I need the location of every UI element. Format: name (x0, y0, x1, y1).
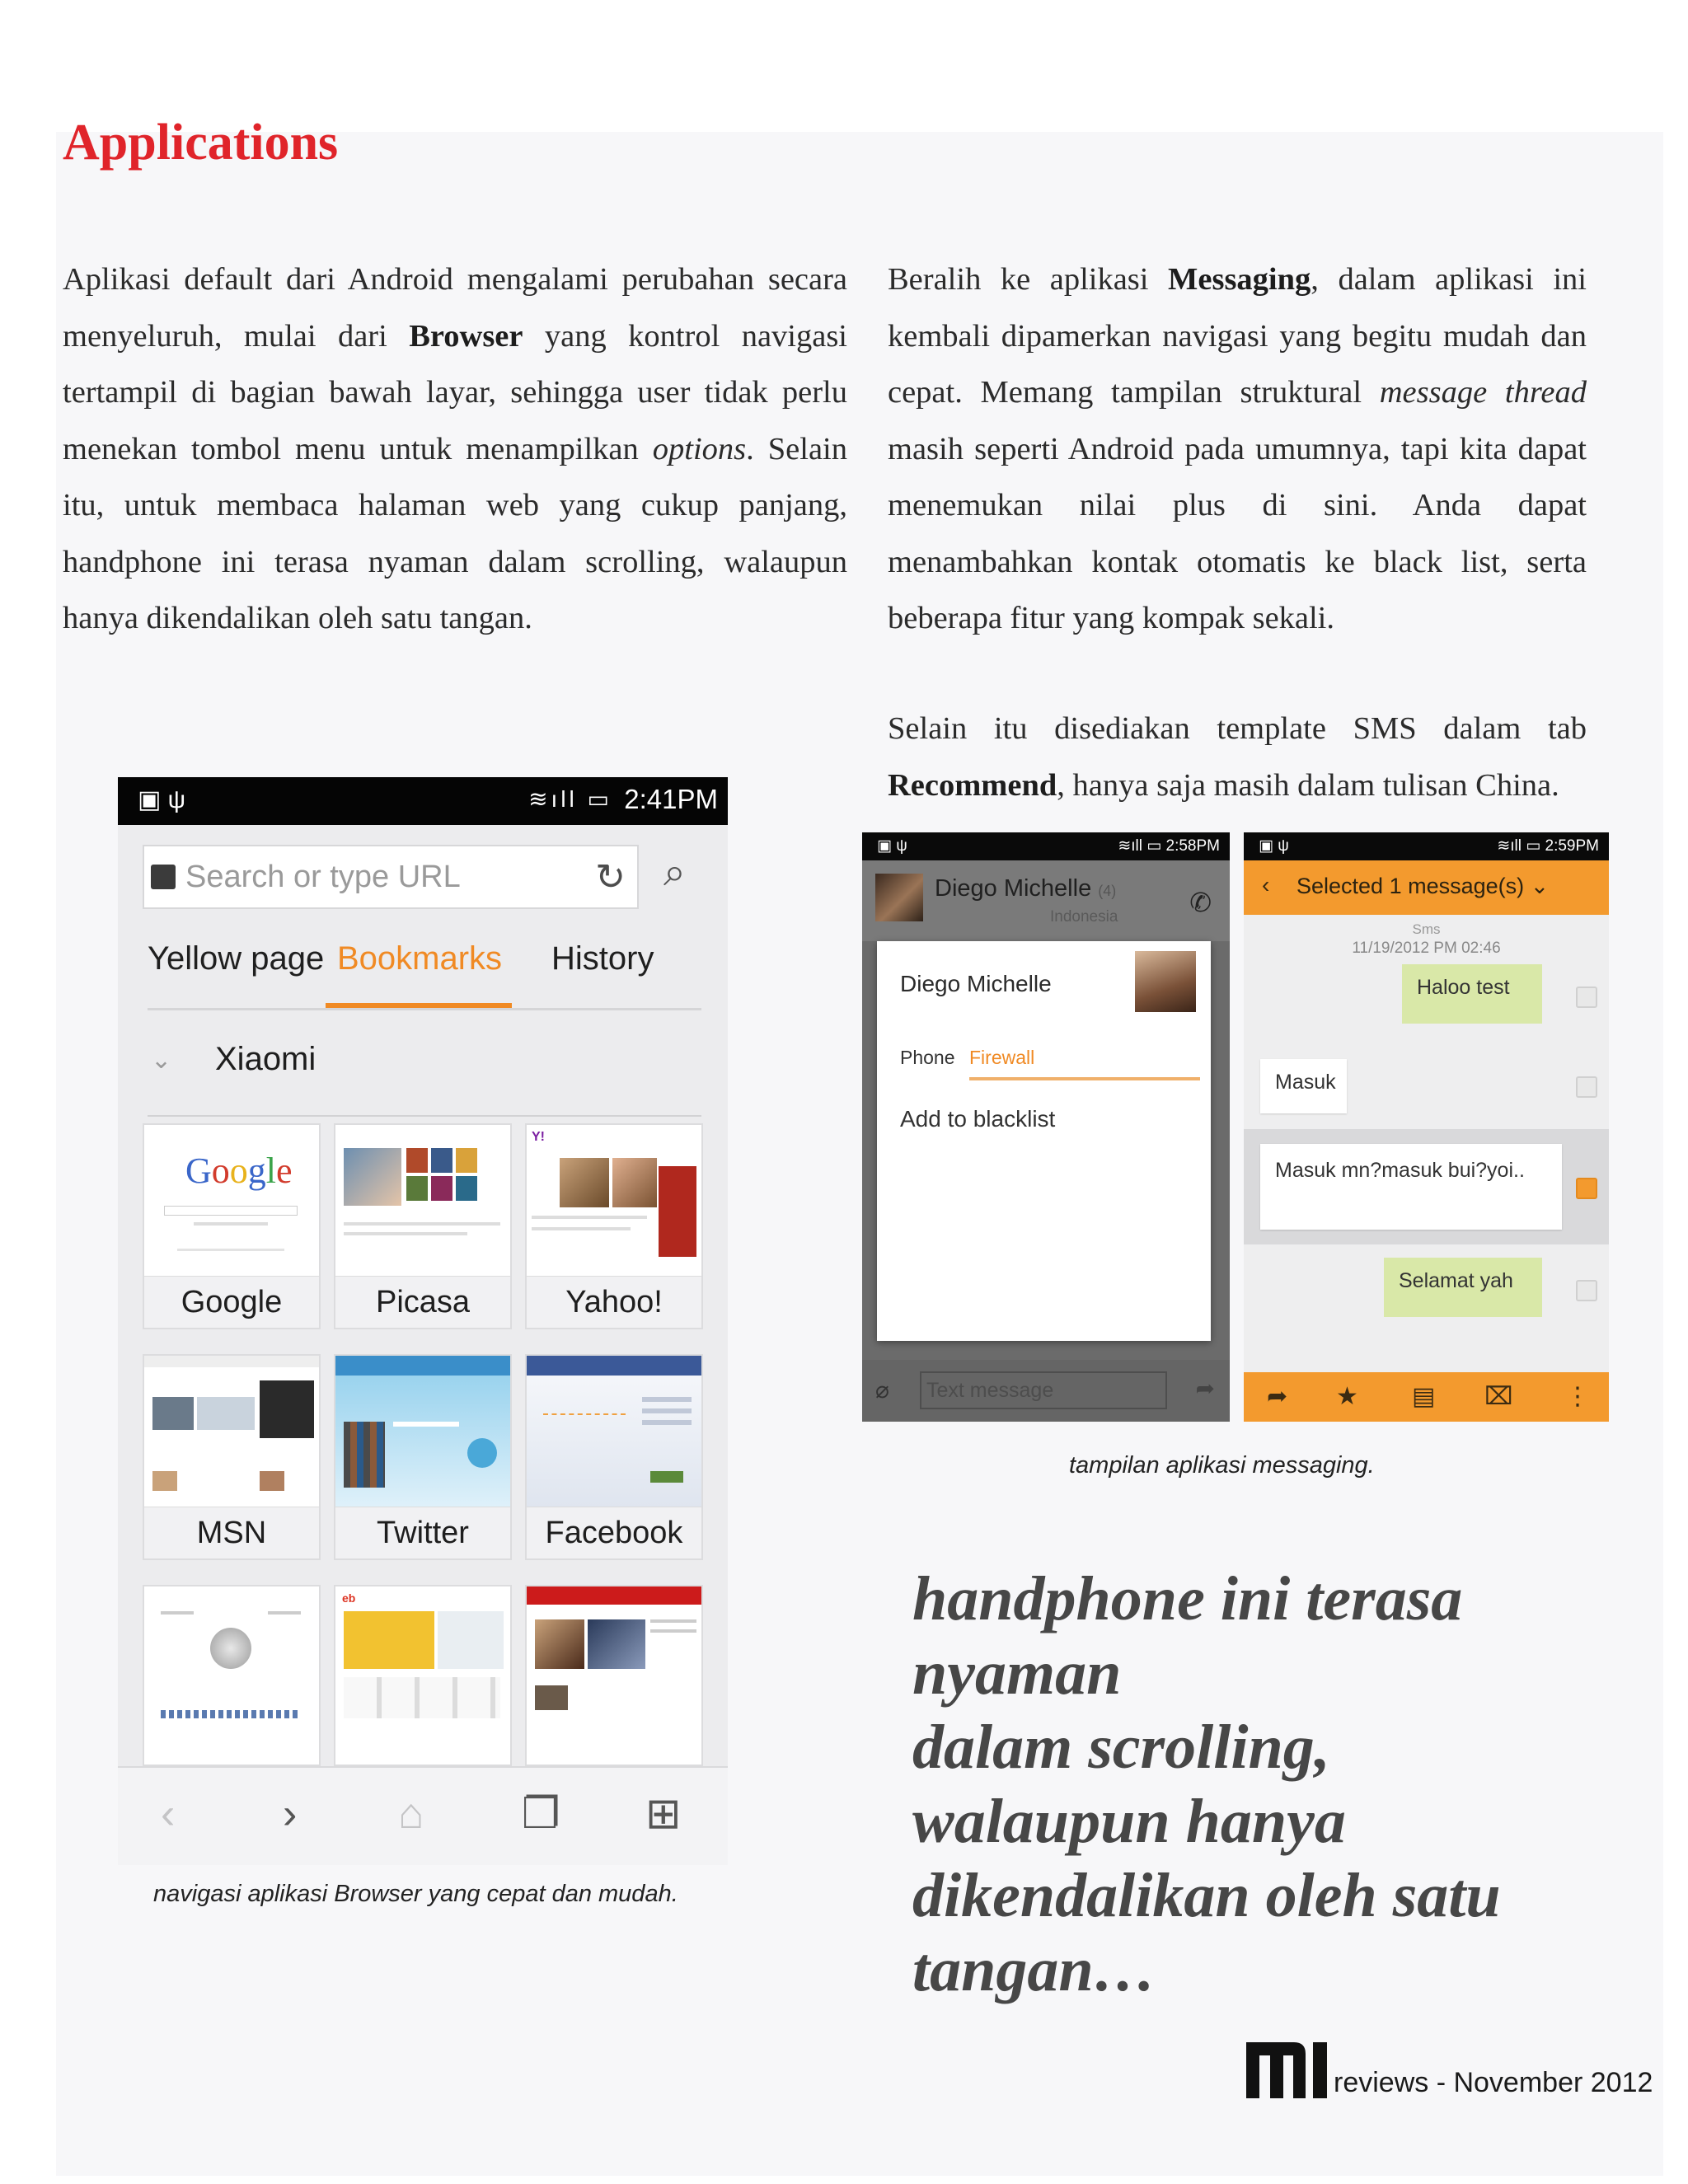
bookmark-tile-wikipedia[interactable] (143, 1585, 321, 1766)
bold-term: Recommend (888, 767, 1057, 803)
avatar (875, 874, 923, 921)
star-icon[interactable]: ★ (1336, 1383, 1358, 1410)
italic-term: options (652, 431, 747, 466)
footer (1246, 2042, 1653, 2098)
page-title: Applications (63, 115, 339, 171)
url-bar[interactable] (143, 845, 639, 909)
body-text: masih seperti Android pada umumnya, tapi kita dapat menemukan nilai plus di sini. Anda dapat menambahkan kontak otomatis ke black list, serta beberapa fitur yang kompak sekali. (888, 431, 1587, 635)
bookmark-tile-ebay[interactable] (334, 1585, 512, 1766)
more-icon[interactable]: ⋮ (1565, 1383, 1590, 1410)
message-bubble[interactable]: Masuk mn?masuk bui?yoi.. (1260, 1144, 1562, 1230)
signal-battery-icon: ≋ıll ▭ (1118, 837, 1166, 855)
android-usb-icon: ▣ ψ (1259, 837, 1289, 855)
body-column-right (888, 251, 1587, 647)
body-column-right-2 (888, 701, 1587, 813)
bookmark-tile-yahoo[interactable] (525, 1123, 703, 1329)
bookmark-folder[interactable] (148, 1033, 701, 1117)
message-bubble[interactable]: Selamat yah (1384, 1258, 1542, 1317)
body-text: Aplikasi default dari Android mengalami perubahan secara menyeluruh, mulai dari (63, 262, 847, 354)
bold-term: Messaging (1168, 262, 1311, 297)
active-tab-indicator (326, 1003, 512, 1008)
ebay-thumbnail (335, 1586, 510, 1738)
add-tab-icon[interactable]: ⊞ (645, 1790, 682, 1838)
folder-name: Xiaomi (215, 1041, 316, 1077)
bold-term: Browser (409, 318, 523, 354)
tab-phone[interactable]: Phone (900, 1047, 955, 1068)
status-time: 2:59PM (1545, 837, 1599, 855)
quote-line: dalam scrolling, (912, 1713, 1330, 1782)
italic-term: message thread (1379, 375, 1587, 410)
chevron-down-icon: ⌄ (151, 1047, 172, 1074)
select-checkbox[interactable] (1576, 1280, 1597, 1301)
windows-icon[interactable]: ❐ (522, 1790, 560, 1838)
phone-icon[interactable]: ✆ (1189, 888, 1212, 917)
status-bar (1244, 832, 1609, 860)
bottom-navigation (118, 1766, 728, 1865)
tile-label: Facebook (527, 1507, 701, 1558)
body-column-left (63, 251, 847, 647)
status-time: 2:41PM (624, 784, 718, 814)
browser-tabs (148, 940, 701, 1010)
tab-history[interactable]: History (551, 940, 654, 977)
tile-label: Google (144, 1276, 319, 1328)
caption-messaging: tampilan aplikasi messaging. (1069, 1452, 1375, 1479)
globe-icon (151, 865, 176, 889)
browser-screenshot (118, 777, 728, 1865)
delete-icon[interactable]: ⌧ (1484, 1383, 1513, 1410)
google-logo: Google (185, 1151, 293, 1191)
tile-label: Picasa (335, 1276, 510, 1328)
body-text: Beralih ke aplikasi (888, 262, 1169, 297)
message-date: 11/19/2012 PM 02:46 (1352, 940, 1501, 957)
footer-text: reviews - November 2012 (1334, 2067, 1653, 2098)
url-input[interactable]: Search or type URL (185, 860, 461, 894)
tab-bookmarks[interactable]: Bookmarks (337, 940, 503, 977)
pull-quote (912, 1562, 1621, 2007)
message-type: Sms (1412, 921, 1441, 937)
copy-icon[interactable]: ▤ (1412, 1383, 1436, 1410)
selection-title[interactable]: Selected 1 message(s) ⌄ (1296, 874, 1550, 898)
google-thumbnail (144, 1125, 319, 1277)
body-text: Selain itu disediakan template SMS dalam tab (888, 711, 1587, 746)
conversation-header (862, 860, 1230, 941)
status-bar (862, 832, 1230, 860)
quote-line: nyaman (912, 1638, 1122, 1708)
contact-name-text: Diego Michelle (935, 875, 1092, 902)
android-usb-icon: ▣ ψ (877, 837, 907, 855)
message-bubble[interactable]: Masuk (1260, 1059, 1347, 1113)
add-to-blacklist-button[interactable]: Add to blacklist (900, 1106, 1056, 1132)
messaging-contact-screenshot (862, 832, 1230, 1422)
quote-line: handphone ini terasa (912, 1564, 1463, 1633)
quote-line: dikendalikan oleh satu (912, 1861, 1501, 1930)
attach-icon[interactable]: ⌀ (875, 1377, 889, 1403)
tab-yellow-page[interactable]: Yellow page (148, 940, 325, 977)
message-bubble[interactable]: Haloo test (1402, 964, 1542, 1024)
body-text: , dalam aplikasi ini kembali dipamerkan navigasi yang begitu mudah dan cepat. Memang tampilan struktural (888, 262, 1587, 410)
twitter-thumbnail (335, 1356, 510, 1507)
contact-location: Indonesia (1050, 908, 1118, 926)
popup-contact-name: Diego Michelle (900, 971, 1052, 996)
ebay-logo: eb (342, 1591, 356, 1605)
home-icon[interactable]: ⌂ (398, 1790, 424, 1838)
contact-name (935, 875, 1116, 902)
cnn-thumbnail (527, 1586, 701, 1738)
body-text: , hanya saja masih dalam tulisan China. (1057, 767, 1559, 803)
message-input[interactable]: Text message (920, 1371, 1167, 1409)
bookmark-tile-picasa[interactable] (334, 1123, 512, 1329)
tile-label: Yahoo! (527, 1276, 701, 1328)
reload-icon[interactable]: ↻ (595, 857, 626, 898)
messaging-thread-screenshot (1244, 832, 1609, 1422)
bookmark-tile-cnn[interactable] (525, 1585, 703, 1766)
action-bar (1244, 1372, 1609, 1422)
compose-bar (862, 1360, 1230, 1422)
quote-line: walaupun hanya (912, 1787, 1346, 1856)
mi-logo (1246, 2042, 1329, 2098)
quote-line: tangan… (912, 1935, 1156, 2004)
select-checkbox[interactable] (1576, 1076, 1597, 1098)
select-checkbox-checked[interactable] (1576, 1178, 1597, 1199)
yahoo-logo: Y! (532, 1130, 545, 1144)
select-checkbox[interactable] (1576, 987, 1597, 1008)
contact-popup (877, 941, 1211, 1341)
signal-battery-icon: ≋ıll ▭ (528, 786, 612, 812)
bookmark-tile-twitter[interactable] (334, 1354, 512, 1560)
forward-icon[interactable]: › (283, 1790, 298, 1838)
facebook-thumbnail (527, 1356, 701, 1507)
back-icon[interactable]: ‹ (1262, 872, 1270, 898)
status-bar (118, 777, 728, 825)
contact-photo (1135, 951, 1196, 1012)
bookmark-tile-msn[interactable] (143, 1354, 321, 1560)
tile-label: Twitter (335, 1507, 510, 1558)
android-usb-icon: ▣ ψ (138, 786, 186, 813)
status-time: 2:58PM (1165, 837, 1220, 855)
body-text: . Selain itu, untuk membaca halaman web yang cukup panjang, handphone ini terasa nyaman dalam scrolling, walaupun hanya dikendalikan oleh satu tangan. (63, 431, 847, 635)
body-text: yang kontrol navigasi tertampil di bagian bawah layar, sehingga user tidak perlu menekan tombol menu untuk menampilkan (63, 318, 847, 466)
yahoo-thumbnail (527, 1125, 701, 1277)
wikipedia-thumbnail (144, 1586, 319, 1738)
signal-battery-icon: ≋ıll ▭ (1497, 837, 1545, 855)
msn-thumbnail (144, 1356, 319, 1507)
forward-icon[interactable]: ➦ (1267, 1383, 1288, 1410)
caption-browser: navigasi aplikasi Browser yang cepat dan mudah. (153, 1881, 678, 1907)
active-tab-indicator (969, 1077, 1200, 1080)
message-count: (4) (1098, 883, 1117, 899)
search-icon[interactable]: ⌕ (663, 851, 686, 894)
send-icon[interactable]: ➦ (1195, 1376, 1215, 1401)
back-icon[interactable]: ‹ (161, 1790, 176, 1838)
picasa-thumbnail (335, 1125, 510, 1277)
tab-firewall[interactable]: Firewall (969, 1047, 1035, 1068)
tile-label: MSN (144, 1507, 319, 1558)
bookmark-tile-facebook[interactable] (525, 1354, 703, 1560)
selection-header (1244, 860, 1609, 915)
bookmark-tile-google[interactable] (143, 1123, 321, 1329)
